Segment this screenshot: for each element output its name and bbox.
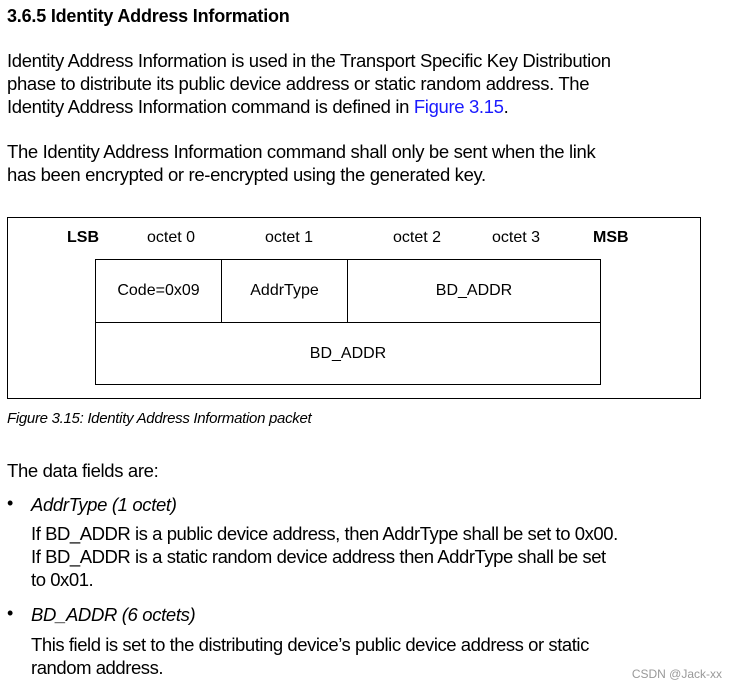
addrtype-field-description <box>31 522 618 591</box>
msb-label: MSB <box>593 229 629 246</box>
intro-paragraph <box>7 49 611 118</box>
intro-line-3-text: Identity Address Information command is defined in <box>7 96 414 117</box>
octet-1-label: octet 1 <box>265 229 314 246</box>
bd-addr-desc-line-2: random address. <box>31 657 164 678</box>
addrtype-desc-line-2: If BD_ADDR is a static random device address then AddrType shall be set <box>31 546 606 567</box>
intro-line-3 <box>7 95 611 118</box>
watermark: CSDN @Jack-xx <box>631 667 722 681</box>
figure-link[interactable]: Figure 3.15 <box>413 96 504 117</box>
addrtype-desc-line-3: to 0x01. <box>31 569 94 590</box>
addrtype-field-cell: AddrType <box>221 259 348 323</box>
bd-addr-desc-line-1: This field is set to the distributing device’s public device address or static <box>31 634 589 655</box>
figure-caption: Figure 3.15: Identity Address Information packet <box>7 410 312 427</box>
lsb-label: LSB <box>67 229 99 246</box>
addrtype-field-title: AddrType (1 octet) <box>31 494 177 515</box>
bullet-icon: • <box>7 493 14 513</box>
encryption-line-1: The Identity Address Information command shall only be sent when the link <box>7 141 596 162</box>
encryption-paragraph <box>7 140 595 186</box>
bd-addr-field-cell-row1: BD_ADDR <box>347 259 601 323</box>
bullet-icon: • <box>7 603 14 623</box>
bd-addr-field-title: BD_ADDR (6 octets) <box>31 604 196 625</box>
section-heading: 3.6.5 Identity Address Information <box>7 6 290 26</box>
bd-addr-field-cell-row2: BD_ADDR <box>95 322 601 385</box>
encryption-line-2: has been encrypted or re-encrypted using the generated key. <box>7 164 486 185</box>
addrtype-desc-line-1: If BD_ADDR is a public device address, then AddrType shall be set to 0x00. <box>31 523 618 544</box>
octet-2-label: octet 2 <box>393 229 442 246</box>
octet-0-label: octet 0 <box>147 229 196 246</box>
data-fields-intro: The data fields are: <box>7 460 159 481</box>
code-field-cell: Code=0x09 <box>95 259 222 323</box>
period: . <box>503 96 509 117</box>
intro-line-2: phase to distribute its public device address or static random address. The <box>7 73 590 94</box>
bd-addr-field-description <box>31 633 589 679</box>
intro-line-1: Identity Address Information is used in the Transport Specific Key Distribution <box>7 50 611 71</box>
octet-3-label: octet 3 <box>492 229 541 246</box>
